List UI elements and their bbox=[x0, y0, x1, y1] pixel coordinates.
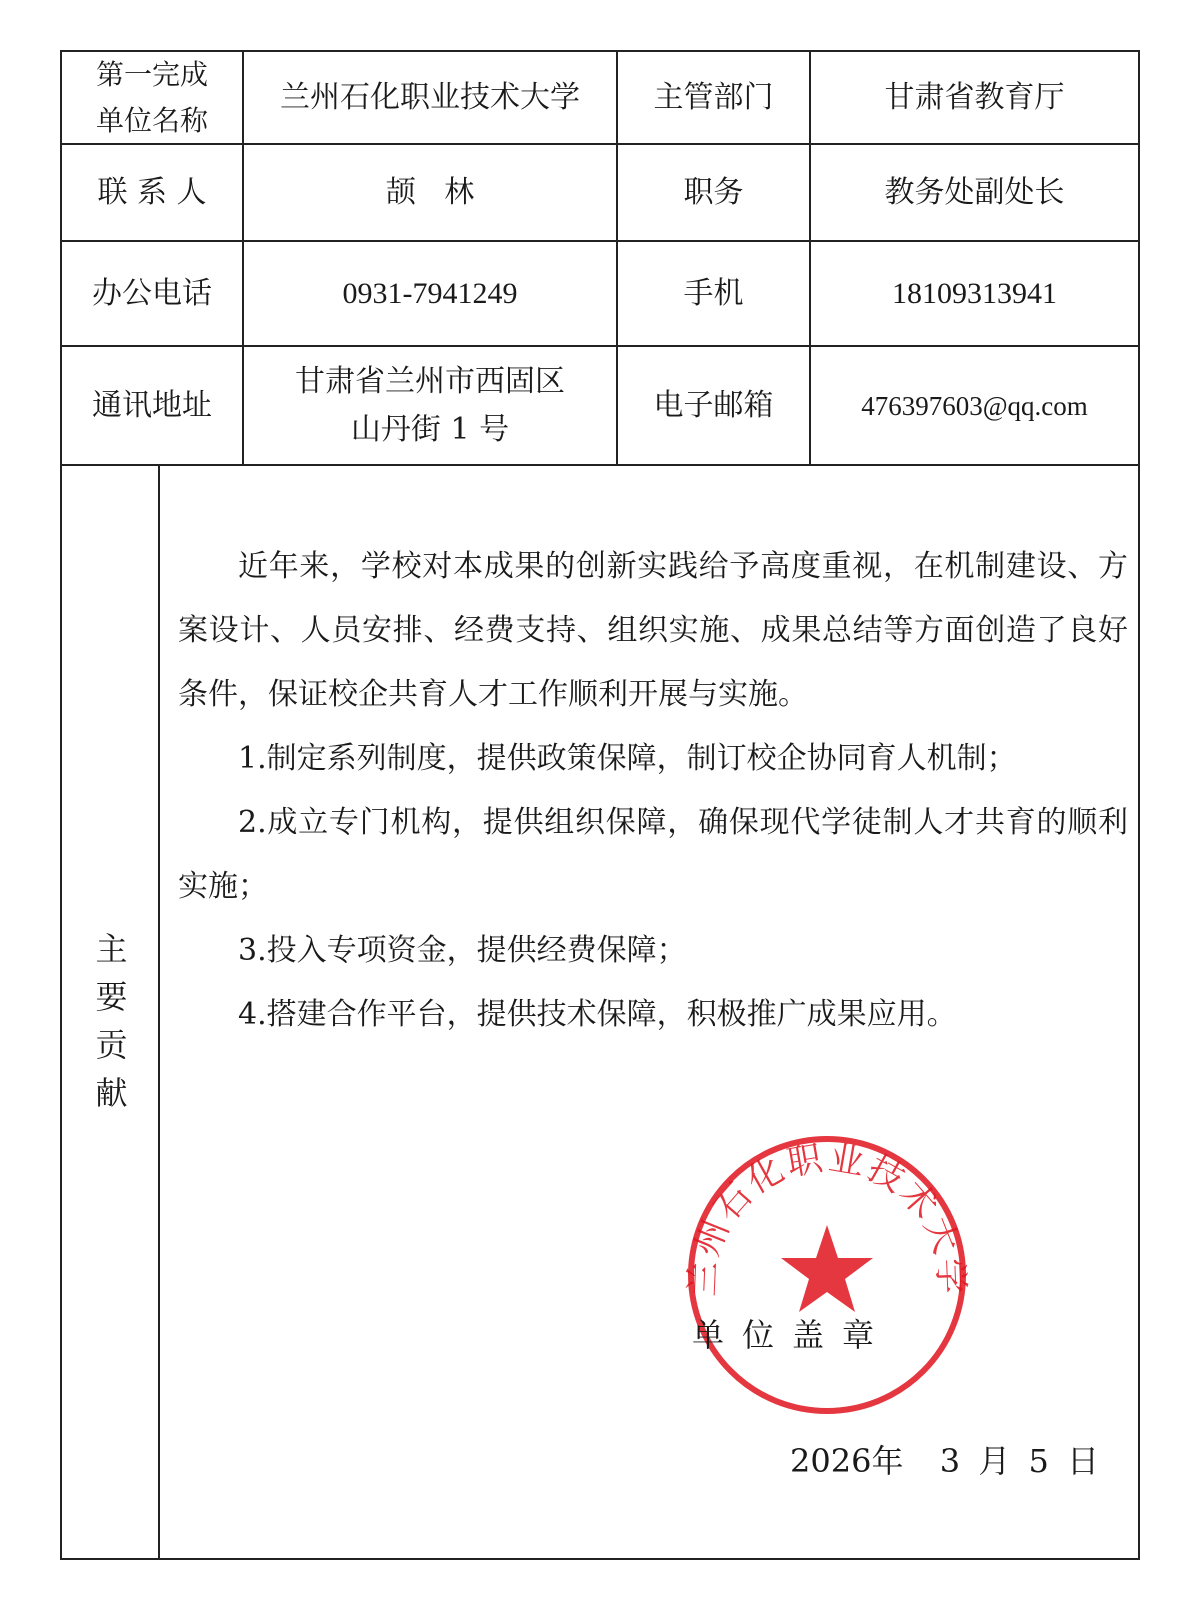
mobile-value bbox=[811, 242, 1138, 345]
supervising-dept-label-text: 主管部门 bbox=[653, 79, 774, 115]
supervising-dept-value bbox=[811, 52, 1138, 143]
mobile-value-text: 18109313941 bbox=[892, 276, 1057, 310]
contact-label bbox=[62, 145, 242, 240]
first-unit-name-value bbox=[244, 52, 616, 143]
contact-value-text: 颉 林 bbox=[385, 174, 475, 210]
first-unit-name-label-text: 第一完成单位名称 bbox=[95, 57, 208, 137]
main-contribution-char: 主 bbox=[95, 930, 128, 968]
seal-star-icon bbox=[781, 1225, 873, 1312]
address-value-line1: 甘肃省兰州市西固区 bbox=[295, 363, 565, 399]
position-label bbox=[618, 145, 809, 240]
address-label-text: 通讯地址 bbox=[92, 387, 212, 423]
email-value-text: 476397603@qq.com bbox=[861, 390, 1088, 421]
address-value-line2: 山丹街 1 号 bbox=[350, 411, 510, 447]
contribution-paragraph: 4.搭建合作平台，提供技术保障，积极推广成果应用。 bbox=[238, 997, 957, 1032]
main-contribution-body bbox=[178, 535, 1128, 1047]
position-value bbox=[811, 145, 1138, 240]
contact-value bbox=[244, 145, 616, 240]
seal-caption: 单位盖章 bbox=[692, 1316, 893, 1354]
contribution-paragraph: 1.制定系列制度，提供政策保障，制订校企协同育人机制； bbox=[238, 741, 1017, 776]
supervising-dept-value-text: 甘肃省教育厅 bbox=[884, 79, 1065, 115]
official-seal bbox=[682, 1130, 972, 1420]
office-phone-label-text: 办公电话 bbox=[92, 275, 212, 311]
email-label-text: 电子邮箱 bbox=[653, 387, 774, 423]
office-phone-value bbox=[244, 242, 616, 345]
row-divider bbox=[60, 464, 1140, 466]
main-contribution-char: 要 bbox=[95, 978, 128, 1016]
email-value bbox=[811, 347, 1138, 464]
position-value-text: 教务处副处长 bbox=[884, 174, 1065, 210]
main-contribution-char: 贡 bbox=[95, 1026, 128, 1064]
contribution-paragraph: 近年来，学校对本成果的创新实践给予高度重视，在机制建设、方案设计、人员安排、经费支持、组织实施、成果总结等方面创造了良好条件，保证校企共育人才工作顺利开展与实施。 bbox=[178, 549, 1128, 712]
mobile-label bbox=[618, 242, 809, 345]
supervising-dept-label bbox=[618, 52, 809, 143]
main-contribution-char: 献 bbox=[95, 1074, 128, 1112]
main-contribution-label bbox=[60, 482, 163, 1560]
office-phone-value-text: 0931-7941249 bbox=[342, 276, 518, 310]
contribution-paragraph: 2.成立专门机构，提供组织保障，确保现代学徒制人才共育的顺利实施； bbox=[178, 805, 1128, 904]
contribution-paragraph: 3.投入专项资金，提供经费保障； bbox=[238, 933, 687, 968]
svg-text:兰州石化职业技术大学: 兰州石化职业技术大学 bbox=[683, 1138, 971, 1298]
first-unit-name-value-text: 兰州石化职业技术大学 bbox=[280, 79, 580, 115]
address-label bbox=[62, 347, 242, 464]
email-label bbox=[618, 347, 809, 464]
position-label-text: 职务 bbox=[683, 174, 744, 210]
first-unit-name-label bbox=[62, 52, 242, 143]
address-value bbox=[244, 347, 616, 464]
office-phone-label bbox=[62, 242, 242, 345]
contact-label-text: 联 系 人 bbox=[97, 174, 207, 210]
signing-date: 2026年 3 月 5 日 bbox=[790, 1442, 1100, 1480]
mobile-label-text: 手机 bbox=[683, 275, 744, 311]
